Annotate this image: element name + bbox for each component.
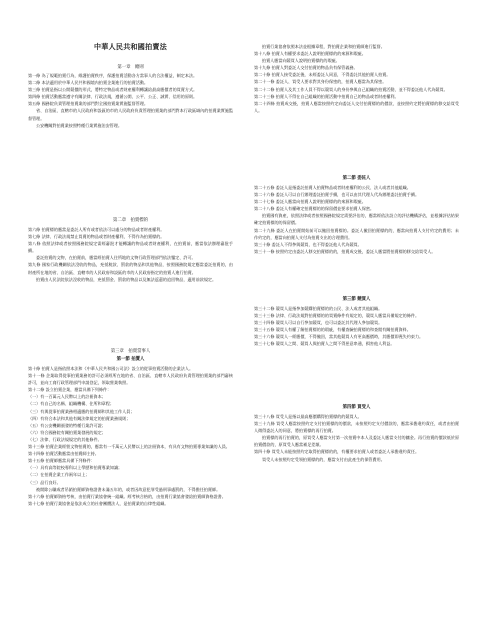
article-13: 第十三條 拍賣企業經營文物拍賣的，應當有一千萬元人民幣以上的註冊資本，有具有文物拍賣專業知識的人員。 [28,444,230,450]
article-32: 第三十二條 競買人是指參加競購拍賣標的的公民、法人或者其他組織。 [254,306,383,311]
article-9-para-2: 拍賣由人民法院依法沒收的物品，充抵罰金、罰款的物品以及無法返還的追回物品，適用前款規定。 [36,276,217,282]
section-3-body [254,305,459,348]
section-1-heading: 第一節 拍賣人 [116,357,145,362]
article-12-item: （四）有符合本法和其他有關法律規定的拍賣業務規則； [28,415,131,421]
article-6: 第六條 拍賣標的應當是委託人所有或者依法可以處分的物品或者財產權利。 [28,227,165,232]
article-34: 第三十四條 競買人可以自行參加競買，也可以委託其代理人參加競買。 [254,320,383,326]
article-3: 第三條 拍賣是指以公開競價的形式，將特定物品或者財產權利轉讓給最高應價者的買賣方式。 [28,87,198,93]
article-15-item: （二）在拍賣企業工作兩年以上； [28,472,90,478]
chapter-3-heading: 第三章 拍賣當事人 [110,349,151,354]
article-40: 第四十條 買受人未能按照約定取得拍賣標的的，有權要求拍賣人或者委託人承擔違約責任。 [254,449,420,455]
article-18: 第十八條 拍賣人有權要求委託人說明拍賣標的的來源和瑕疵。 [254,51,366,57]
article-19: 第十九條 拍賣人對委託人交付拍賣的物品負有保管義務。 [254,65,358,71]
section-3-heading: 第三節 競買人 [342,297,371,302]
article-7: 第七條 法律、行政法規禁止買賣的物品或者財產權利，不得作為拍賣標的。 [28,234,165,240]
chapter-2-body [28,226,233,283]
article-28-para-2: 拍賣國有資產，依照法律或者按照國務院規定需要評估的，應當經依法設立的評估機構評估，並根據評估結果確定拍賣標的的保留價。 [254,213,459,226]
article-36: 第三十六條 競買人一經應價，不得撤回，當其他競買人有更高應價時，其應價即喪失約束力。 [254,334,424,340]
article-29: 第二十九條 委託人在拍賣開始前可以撤回拍賣標的。委託人撤回拍賣標的的，應當向拍賣人支付約定的費用；未作約定的，應當向拍賣人支付為拍賣支出的合理費用。 [254,227,459,240]
article-12-item: （五）有公安機關頒發的特種行業許可證； [28,422,106,428]
article-11: 第十一條 企業取得從事拍賣業務的許可必須經所在地的省、自治區、直轄市人民政府負責管理拍賣業的部門審核許可，並向工商行政管理部門申請登記，領取營業執照。 [28,373,233,386]
article-12-item: （一）有一百萬元人民幣以上的註冊資本； [28,394,106,400]
article-8-para-2: 委託拍賣的文物，在拍賣前，應當經拍賣人住所地的文物行政管理部門依法鑒定、許可。 [36,255,196,261]
article-18-para-2: 拍賣人應當向競買人說明拍賣標的的瑕疵。 [262,58,340,64]
chapter-3-body [28,365,233,507]
article-12: 第十二條 設立拍賣企業，應當具備下列條件： [28,387,112,393]
article-23: 第二十三條 拍賣人不得在自己組織的拍賣活動中拍賣自己的物品或者財產權利。 [254,93,399,99]
section-2-body [254,184,459,255]
section-4-heading: 第四節 買受人 [342,405,371,410]
article-24: 第二十四條 拍賣成交後，拍賣人應當按照約定向委託人交付拍賣標的的價款，並按照約定將拍賣標的移交給買受人。 [254,100,459,113]
article-15-para-2: 被開除公職或者吊銷拍賣師資格證書未滿五年的，或者因故意犯罪受過刑事處罰的，不得擔任拍賣師。 [36,486,221,492]
article-40-para-2: 買受人未按照約定受領拍賣標的的，應當支付由此產生的保管費用。 [262,456,385,462]
article-31: 第三十一條 按照約定由委託人移交拍賣標的的，拍賣成交後，委託人應當將拍賣標的移交給買受人。 [254,248,436,254]
article-15-item: （一）具有高等院校專科以上學歷和拍賣專業知識； [28,465,123,471]
article-5-para-2: 省、自治區、直轄市的人民政府和設區的市的人民政府負責管理拍賣業的部門對本行政區域內的拍賣業實施監督管理。 [28,108,233,121]
article-15: 第十五條 拍賣師應當具備下列條件： [28,458,95,464]
article-1: 第一條 為了規範拍賣行為，維護拍賣秩序，保護拍賣活動各方當事人的合法權益，制定本法。 [28,73,198,78]
article-12-item: （三）有與從事拍賣業務相適應的拍賣師和其他工作人員； [28,408,135,414]
article-12-item: （六）符合國務院有關拍賣業發展的規定； [28,429,106,435]
article-15-item: （三）品行良好。 [28,479,61,485]
chapter-1-body [28,72,233,129]
chapter-2-heading: 第二章 拍賣標的 [112,218,149,223]
article-12-item: （二）有自己的名稱、組織機構、住所和章程； [28,401,114,407]
article-9: 第九條 國家行政機關依法沒收的物品，充抵稅款、罰款的物品和其他物品，按照國務院規定應當委託拍賣的，由財產所在地的省、自治區、直轄市的人民政府和設區的市的人民政府指定的拍賣人進行拍賣。 [28,262,233,275]
article-38: 第三十八條 買受人是指以最高應價購得拍賣標的的競買人。 [254,414,362,419]
article-35: 第三十五條 競買人有權了解拍賣標的的瑕疵，有權查驗拍賣標的和查閱有關拍賣資料。 [254,327,411,333]
article-22: 第二十二條 拍賣人及其工作人員不得以競買人的身份參與自己組織的拍賣活動，並不得委託他人代為競買。 [254,86,448,92]
article-30: 第三十條 委託人不得參與競買，也不得委託他人代為競買。 [254,241,362,247]
article-2: 第二條 本法適用於中華人民共和國境內拍賣企業進行的拍賣活動。 [28,80,149,86]
section-4-body [254,413,459,463]
article-12-item: （七）法律、行政法規規定的其他條件。 [28,436,102,442]
article-25: 第二十五條 委託人是指委託拍賣人拍賣物品或者財產權利的公民、法人或者其他組織。 [254,185,411,190]
article-17: 第十七條 拍賣行業協會是依法成立的社會團體法人，是拍賣業的自律性組織。 [28,500,169,506]
article-28: 第二十八條 委託人有權確定拍賣標的的保留價並要求拍賣人保密。 [254,206,375,212]
article-5-para-3: 公安機關對拍賣業按照特種行業實施治安管理。 [36,122,122,128]
article-39: 第三十九條 買受人應當按照約定支付拍賣標的的價款，未按照約定支付價款的，應當承擔違約責任，或者由拍賣人徵得委託人的同意，將拍賣標的再行拍賣。 [254,421,459,434]
chapter-1-heading: 第一章 總則 [117,65,144,70]
article-33: 第三十三條 法律、行政法規對拍賣標的的買賣條件有規定的，競買人應當具備規定的條件。 [254,313,420,319]
right-column-top [254,43,459,114]
article-26: 第二十六條 委託人可以自行辦理委託拍賣手續，也可以由其代理人代為辦理委託拍賣手續。 [254,192,420,198]
article-14: 第十四條 拍賣活動應當由拍賣師主持。 [28,451,99,457]
article-21: 第二十一條 委託人、買受人要求對其身份保密的，拍賣人應當為其保密。 [254,79,387,85]
article-37: 第三十七條 競買人之間、競買人與拍賣人之間不得惡意串通，損害他人利益。 [254,341,395,347]
article-4: 第四條 拍賣活動應當遵守有關法律、行政法規，遵循公開、公平、公正、誠實、信用的原則。 [28,94,198,100]
article-16: 第十六條 拍賣師資格考核，由拍賣行業協會統一組織。經考核合格的，由拍賣行業協會發給拍賣師資格證書。 [28,493,226,499]
article-10: 第十條 拍賣人是指依照本法和《中華人民共和國公司法》設立的從事拍賣活動的企業法人。 [28,366,194,371]
article-17-para-2: 拍賣行業協會依照本法並根據章程，對拍賣企業和拍賣師進行監督。 [262,44,385,49]
document-title: 中華人民共和國拍賣法 [94,43,167,51]
article-39-para-2: 拍賣標的再行拍賣的，原買受人應當支付第一次拍賣中本人及委託人應當支付的傭金。再行拍賣的價款低於原拍賣價款的，原買受人應當補足差額。 [254,435,459,448]
section-2-heading: 第二節 委託人 [342,176,371,181]
article-8: 第八條 依照法律或者按照國務院規定需經審批才能轉讓的物品或者財產權利，在拍賣前，應當依法辦理審批手續。 [28,241,233,254]
article-20: 第二十條 拍賣人接受委託後，未經委託人同意，不得委託其他拍賣人拍賣。 [254,72,391,78]
article-5: 第五條 國務院負責管理拍賣業的部門對全國拍賣業實施監督管理。 [28,101,149,107]
article-27: 第二十七條 委託人應當向拍賣人說明拍賣標的的來源和瑕疵。 [254,199,366,205]
